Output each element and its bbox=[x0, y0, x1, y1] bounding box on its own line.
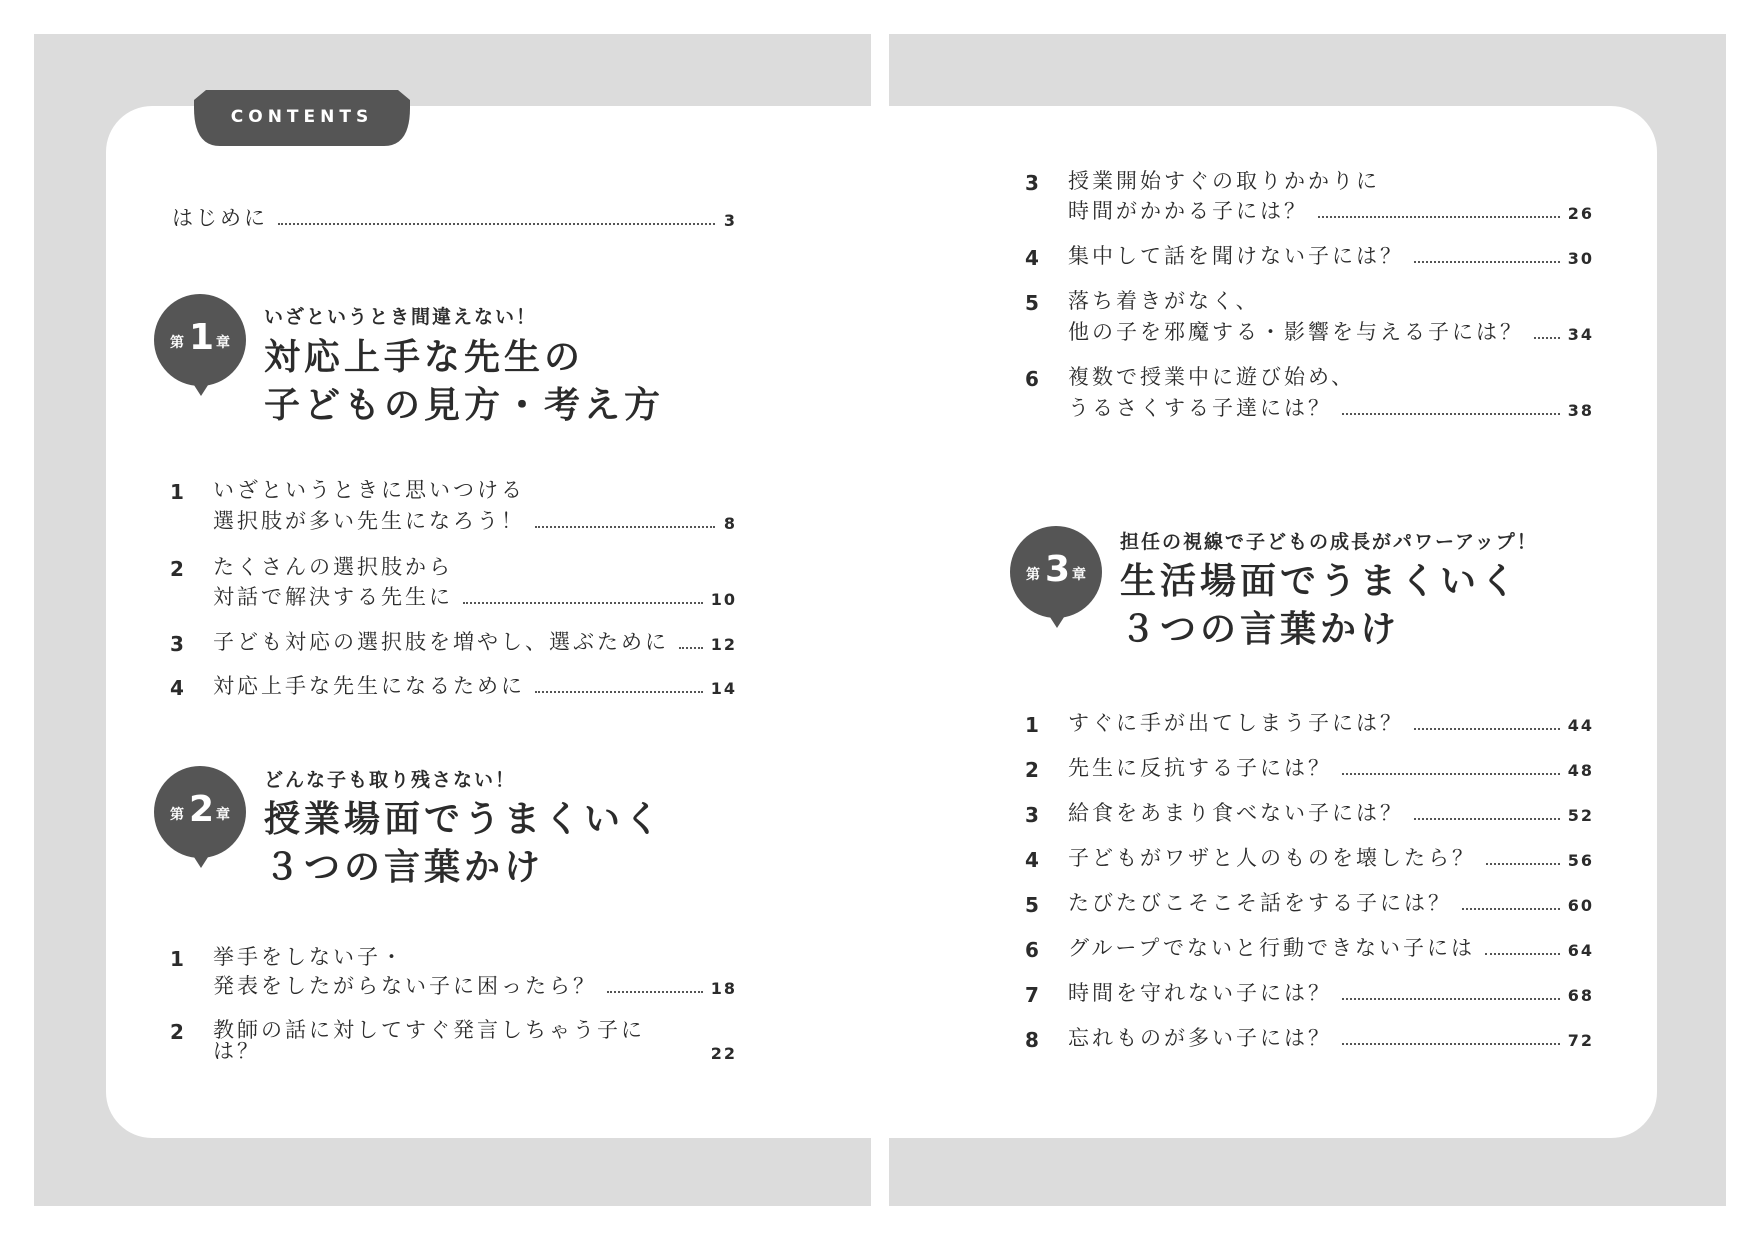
chapter-2-badge bbox=[154, 766, 246, 858]
entry-number: 3 bbox=[170, 632, 184, 656]
entry-number: 6 bbox=[1025, 938, 1039, 962]
chapter-3-badge bbox=[1010, 526, 1102, 618]
toc-entry[interactable] bbox=[1068, 246, 1594, 267]
leader-dots bbox=[1342, 773, 1560, 775]
leader-dots bbox=[1485, 953, 1560, 955]
entry-number: 1 bbox=[1025, 713, 1039, 737]
page-number: 64 bbox=[1567, 941, 1594, 960]
entry-title: グループでないと行動できない子には bbox=[1068, 936, 1475, 960]
entry-number: 6 bbox=[1025, 367, 1039, 391]
page-number: 48 bbox=[1567, 761, 1594, 780]
entry-line1: 複数で授業中に遊び始め、 bbox=[1068, 365, 1356, 389]
chapter-title-line: 子どもの見方・考え方 bbox=[264, 385, 665, 426]
entry-line1: 挙手をしない子・ bbox=[213, 945, 405, 969]
page-number: 68 bbox=[1567, 986, 1594, 1005]
entry-line1: 落ち着きがなく、 bbox=[1068, 289, 1260, 313]
toc-entry[interactable] bbox=[1068, 1028, 1594, 1049]
toc-entry[interactable] bbox=[1068, 893, 1594, 914]
entry-title: すぐに手が出てしまう子には？ bbox=[1068, 711, 1404, 735]
leader-dots bbox=[1342, 413, 1560, 415]
entry-title: うるさくする子達には？ bbox=[1068, 396, 1332, 420]
page-number: 12 bbox=[710, 635, 737, 654]
page-number: 72 bbox=[1567, 1031, 1594, 1050]
chapter-1-title bbox=[264, 334, 664, 430]
badge-sho: 章 bbox=[1072, 567, 1086, 583]
chapter-2-badge-tail bbox=[192, 854, 210, 868]
toc-entry[interactable] bbox=[213, 1020, 737, 1062]
entry-title: たびたびこそこそ話をする子には？ bbox=[1068, 891, 1452, 915]
badge-dai: 第 bbox=[1026, 567, 1040, 583]
leader-dots bbox=[278, 223, 715, 225]
entry-number: 3 bbox=[1025, 171, 1039, 195]
chapter-title-line: 授業場面でうまくいく bbox=[264, 799, 665, 840]
entry-number: 2 bbox=[1025, 758, 1039, 782]
page-number: 10 bbox=[710, 590, 737, 609]
entry-number: 5 bbox=[1025, 893, 1039, 917]
entry-number: 1 bbox=[170, 480, 184, 504]
entry-title: 集中して話を聞けない子には？ bbox=[1068, 244, 1404, 268]
chapter-3-badge-tail bbox=[1048, 614, 1066, 628]
entry-number: 7 bbox=[1025, 983, 1039, 1007]
chapter-3-title bbox=[1120, 558, 1520, 654]
entry-number: 4 bbox=[1025, 246, 1039, 270]
toc-entry[interactable] bbox=[213, 632, 737, 653]
entry-number: 1 bbox=[170, 947, 184, 971]
leader-dots bbox=[463, 602, 703, 604]
toc-entry[interactable] bbox=[1068, 398, 1594, 419]
toc-entry[interactable] bbox=[1068, 938, 1594, 959]
toc-entry[interactable] bbox=[213, 676, 737, 697]
leader-dots bbox=[607, 991, 703, 993]
chapter-2-subtitle: どんな子も取り残さない！ bbox=[264, 769, 517, 791]
page-number: 56 bbox=[1567, 851, 1594, 870]
toc-entry[interactable] bbox=[1068, 803, 1594, 824]
leader-dots bbox=[1318, 216, 1560, 218]
badge-dai: 第 bbox=[170, 335, 184, 351]
entry-line1: たくさんの選択肢から bbox=[213, 555, 453, 579]
entry-title: 発表をしたがらない子に困ったら？ bbox=[213, 974, 597, 998]
chapter-title-line: ３つの言葉かけ bbox=[1120, 609, 1401, 650]
page-number: 22 bbox=[710, 1044, 738, 1063]
toc-entry[interactable] bbox=[213, 511, 737, 532]
badge-number: 2 bbox=[189, 789, 215, 830]
entry-number: 2 bbox=[170, 1020, 184, 1044]
contents-label: CONTENTS bbox=[230, 107, 374, 127]
entry-title: 子ども対応の選択肢を増やし、選ぶために bbox=[213, 630, 669, 654]
badge-sho: 章 bbox=[216, 807, 230, 823]
chapter-1-subtitle: いざというとき間違えない！ bbox=[264, 306, 538, 328]
leader-dots bbox=[1462, 908, 1560, 910]
toc-entry[interactable] bbox=[1068, 713, 1594, 734]
entry-number: 8 bbox=[1025, 1028, 1039, 1052]
leader-dots bbox=[535, 691, 703, 693]
leader-dots bbox=[1486, 863, 1560, 865]
badge-number: 3 bbox=[1045, 549, 1071, 590]
entry-title: 対応上手な先生になるために bbox=[213, 674, 525, 698]
leader-dots bbox=[1534, 337, 1560, 339]
leader-dots bbox=[1414, 261, 1560, 263]
leader-dots bbox=[1342, 998, 1560, 1000]
entry-title: 子どもがワザと人のものを壊したら？ bbox=[1068, 846, 1476, 870]
entry-title: 時間を守れない子には？ bbox=[1068, 981, 1332, 1005]
entry-title: 先生に反抗する子には？ bbox=[1068, 756, 1332, 780]
entry-line1: いざというときに思いつける bbox=[213, 478, 525, 502]
page-number: 14 bbox=[710, 679, 737, 698]
toc-entry[interactable] bbox=[1068, 322, 1594, 343]
page-number: 38 bbox=[1567, 401, 1594, 420]
entry-title: 忘れものが多い子には？ bbox=[1068, 1026, 1332, 1050]
toc-entry[interactable] bbox=[213, 587, 737, 608]
chapter-3-subtitle: 担任の視線で子どもの成長がパワーアップ！ bbox=[1120, 531, 1538, 553]
page-number: 44 bbox=[1567, 716, 1594, 735]
leader-dots bbox=[1414, 818, 1560, 820]
entry-number: 3 bbox=[1025, 803, 1039, 827]
page-number: 52 bbox=[1567, 806, 1594, 825]
leader-dots bbox=[1414, 728, 1560, 730]
page-number: 60 bbox=[1567, 896, 1594, 915]
chapter-1-badge bbox=[154, 294, 246, 386]
chapter-title-line: 生活場面でうまくいく bbox=[1120, 561, 1521, 602]
leader-dots bbox=[679, 647, 703, 649]
entry-title: 対話で解決する先生に bbox=[213, 585, 453, 609]
toc-entry-intro[interactable] bbox=[172, 208, 737, 229]
entry-number: 2 bbox=[170, 557, 184, 581]
entry-title: 給食をあまり食べない子には？ bbox=[1068, 801, 1404, 825]
entry-number: 4 bbox=[170, 676, 184, 700]
page-number: 8 bbox=[723, 514, 737, 533]
leader-dots bbox=[1342, 1043, 1560, 1045]
page-number: 26 bbox=[1567, 204, 1594, 223]
chapter-title-line: 対応上手な先生の bbox=[264, 337, 585, 378]
toc-entry[interactable] bbox=[1068, 758, 1594, 779]
toc-entry[interactable] bbox=[1068, 983, 1594, 1004]
entry-number: 4 bbox=[1025, 848, 1039, 872]
entry-line1: 授業開始すぐの取りかかりに bbox=[1068, 169, 1380, 193]
entry-title: 他の子を邪魔する・影響を与える子には？ bbox=[1068, 320, 1524, 344]
leader-dots bbox=[535, 526, 715, 528]
page-number: 30 bbox=[1567, 249, 1594, 268]
entry-title: 選択肢が多い先生になろう！ bbox=[213, 509, 525, 533]
page-number: 34 bbox=[1567, 325, 1594, 344]
badge-sho: 章 bbox=[216, 335, 230, 351]
badge-dai: 第 bbox=[170, 807, 184, 823]
entry-title: 時間がかかる子には？ bbox=[1068, 199, 1308, 223]
entry-title: 教師の話に対してすぐ発言しちゃう子には？ bbox=[213, 1018, 645, 1063]
toc-entry[interactable] bbox=[1068, 848, 1594, 869]
entry-number: 5 bbox=[1025, 291, 1039, 315]
entry-label: はじめに bbox=[172, 206, 268, 230]
chapter-2-title bbox=[264, 796, 664, 892]
page-number: 18 bbox=[710, 979, 737, 998]
page-number: 3 bbox=[723, 211, 737, 230]
chapter-title-line: ３つの言葉かけ bbox=[264, 847, 545, 888]
badge-number: 1 bbox=[189, 317, 215, 358]
toc-entry[interactable] bbox=[1068, 201, 1594, 222]
toc-entry[interactable] bbox=[213, 976, 737, 997]
chapter-1-badge-tail bbox=[192, 382, 210, 396]
